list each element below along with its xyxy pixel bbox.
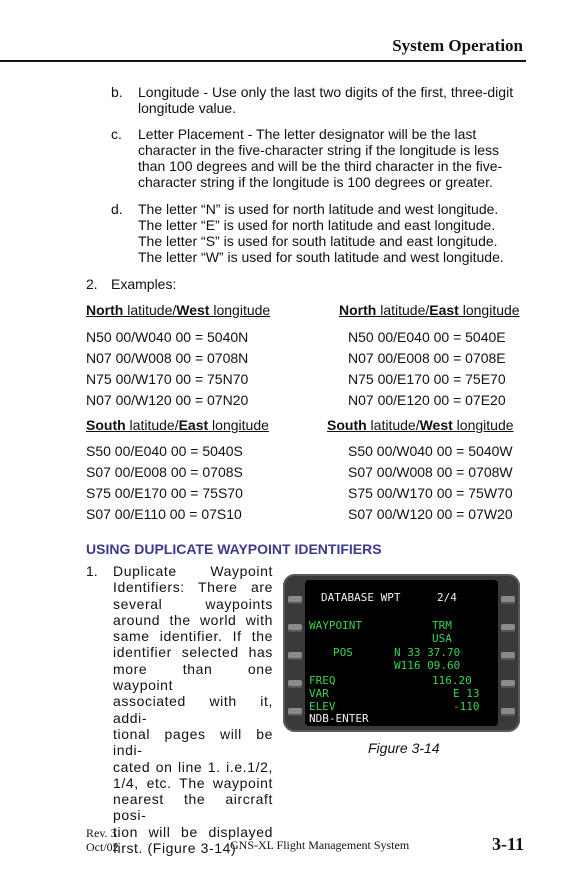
example-line: N07 00/E008 00 = 0708E (348, 350, 506, 366)
line-select-key-right-2 (501, 624, 515, 632)
line-select-key-right-4 (501, 680, 515, 688)
footer-date: Oct/02 (86, 840, 119, 854)
line-select-key-left-4 (288, 680, 302, 688)
item-line: The letter “S” is used for south latitude and east longitude. (138, 233, 498, 249)
line-select-key-right-1 (501, 596, 515, 604)
item-text (138, 126, 528, 190)
waypoint-label: WAYPOINT (309, 619, 362, 632)
paragraph-line: tional pages will be indi- (113, 725, 273, 759)
example-group-heading: South latitude/East longitude (86, 417, 269, 433)
paragraph-line: more than one waypoint (113, 660, 273, 694)
paragraph-line: Identifiers: There are (113, 579, 273, 596)
item-line: character in the five-character string if the longitude is less (138, 142, 500, 158)
paragraph-line: identifier selected has (113, 644, 273, 661)
page-number: 3-11 (491, 834, 524, 854)
example-line: N07 00/W120 00 = 07N20 (86, 392, 249, 408)
line-select-key-right-3 (501, 652, 515, 660)
var-value: E 13 (453, 687, 480, 700)
line-select-key-left-2 (288, 624, 302, 632)
item-line: The letter “W” is used for south latitude and west longitude. (138, 249, 504, 265)
item-line: longitude value. (138, 100, 237, 116)
item-line: The letter “N” is used for north latitude and west longitude. (138, 201, 499, 217)
item-line: Letter Placement - The letter designator will be the last (138, 126, 477, 142)
item-line: The letter “E” is used for north latitude and east longitude. (138, 217, 496, 233)
example-line: N07 00/E120 00 = 07E20 (348, 392, 506, 408)
paragraph-line: nearest the aircraft posi- (113, 791, 273, 824)
examples-label: Examples: (111, 276, 177, 292)
figure-caption: Figure 3-14 (368, 740, 440, 756)
example-line: S75 00/W170 00 = 75W70 (348, 485, 513, 501)
paragraph-line: first. (Figure 3-14) (113, 840, 237, 857)
example-line: N75 00/E170 00 = 75E70 (348, 371, 506, 387)
line-select-key-left-1 (288, 596, 302, 604)
footer-rev: Rev. 3 (86, 826, 117, 840)
paragraph-line: Duplicate Waypoint (113, 563, 273, 579)
freq-value: 116.20 (432, 674, 472, 687)
example-line: S50 00/E040 00 = 5040S (86, 443, 243, 459)
example-group-heading: North latitude/West longitude (86, 302, 271, 318)
item-marker: c. (111, 126, 122, 142)
country-value: USA (432, 632, 452, 645)
footer-revision (86, 826, 119, 854)
fms-screen (305, 580, 498, 726)
page-header-title: System Operation (392, 36, 523, 55)
example-line: S07 00/E110 00 = 07S10 (86, 506, 242, 522)
line-select-key-left-5 (288, 708, 302, 716)
paragraph-line: cated on line 1. i.e.1/2, (113, 758, 273, 775)
paragraph-line: tion will be displayed (113, 823, 273, 840)
elev-value: -110 (453, 700, 480, 713)
examples-marker: 2. (86, 276, 98, 292)
item-line: character string if the longitude is 100 degrees or greater. (138, 174, 493, 190)
footer-title: GNS-XL Flight Management System (230, 838, 410, 852)
example-line: S07 00/W120 00 = 07W20 (348, 506, 513, 522)
item-line: Longitude - Use only the last two digits of the first, three-digit (138, 84, 514, 100)
item-text (138, 201, 528, 265)
screen-title: DATABASE WPT (321, 591, 401, 604)
latitude-value: N 33 37.70 (394, 646, 461, 659)
section-heading: USING DUPLICATE WAYPOINT IDENTIFIERS (86, 541, 382, 557)
paragraph-line: several waypoints (113, 595, 273, 612)
example-line: N75 00/W170 00 = 75N70 (86, 371, 249, 387)
header-rule (0, 60, 526, 62)
pos-label: POS (333, 646, 353, 659)
paragraph-marker: 1. (86, 563, 98, 579)
item-text (138, 84, 528, 116)
waypoint-value: TRM (432, 619, 452, 632)
example-line: N07 00/W008 00 = 0708N (86, 350, 249, 366)
paragraph-line: associated with it, addi- (113, 693, 273, 726)
fms-display-figure (283, 574, 520, 732)
example-group-heading: South latitude/West longitude (327, 417, 514, 433)
item-marker: b. (111, 84, 123, 100)
longitude-value: W116 09.60 (394, 659, 461, 672)
paragraph-line: same identifier. If the (113, 628, 273, 645)
item-marker: d. (111, 201, 123, 217)
example-group-heading: North latitude/East longitude (339, 302, 520, 318)
example-line: S07 00/W008 00 = 0708W (348, 464, 513, 480)
var-label: VAR (309, 687, 329, 700)
elev-label: ELEV (309, 700, 336, 713)
paragraph-line: around the world with (113, 611, 273, 628)
line-select-key-right-5 (501, 708, 515, 716)
line-select-key-left-3 (288, 652, 302, 660)
item-line: than 100 degrees and will be the third character in the five- (138, 158, 503, 174)
freq-label: FREQ (309, 674, 336, 687)
paragraph-text (113, 563, 273, 856)
example-line: S07 00/E008 00 = 0708S (86, 464, 243, 480)
screen-page-number: 2/4 (437, 591, 457, 604)
paragraph-line: 1/4, etc. The waypoint (113, 774, 273, 791)
example-line: N50 00/W040 00 = 5040N (86, 329, 249, 345)
example-line: S75 00/E170 00 = 75S70 (86, 485, 243, 501)
example-line: N50 00/E040 00 = 5040E (348, 329, 506, 345)
example-line: S50 00/W040 00 = 5040W (348, 443, 513, 459)
ndb-enter-prompt: NDB-ENTER (309, 712, 369, 725)
